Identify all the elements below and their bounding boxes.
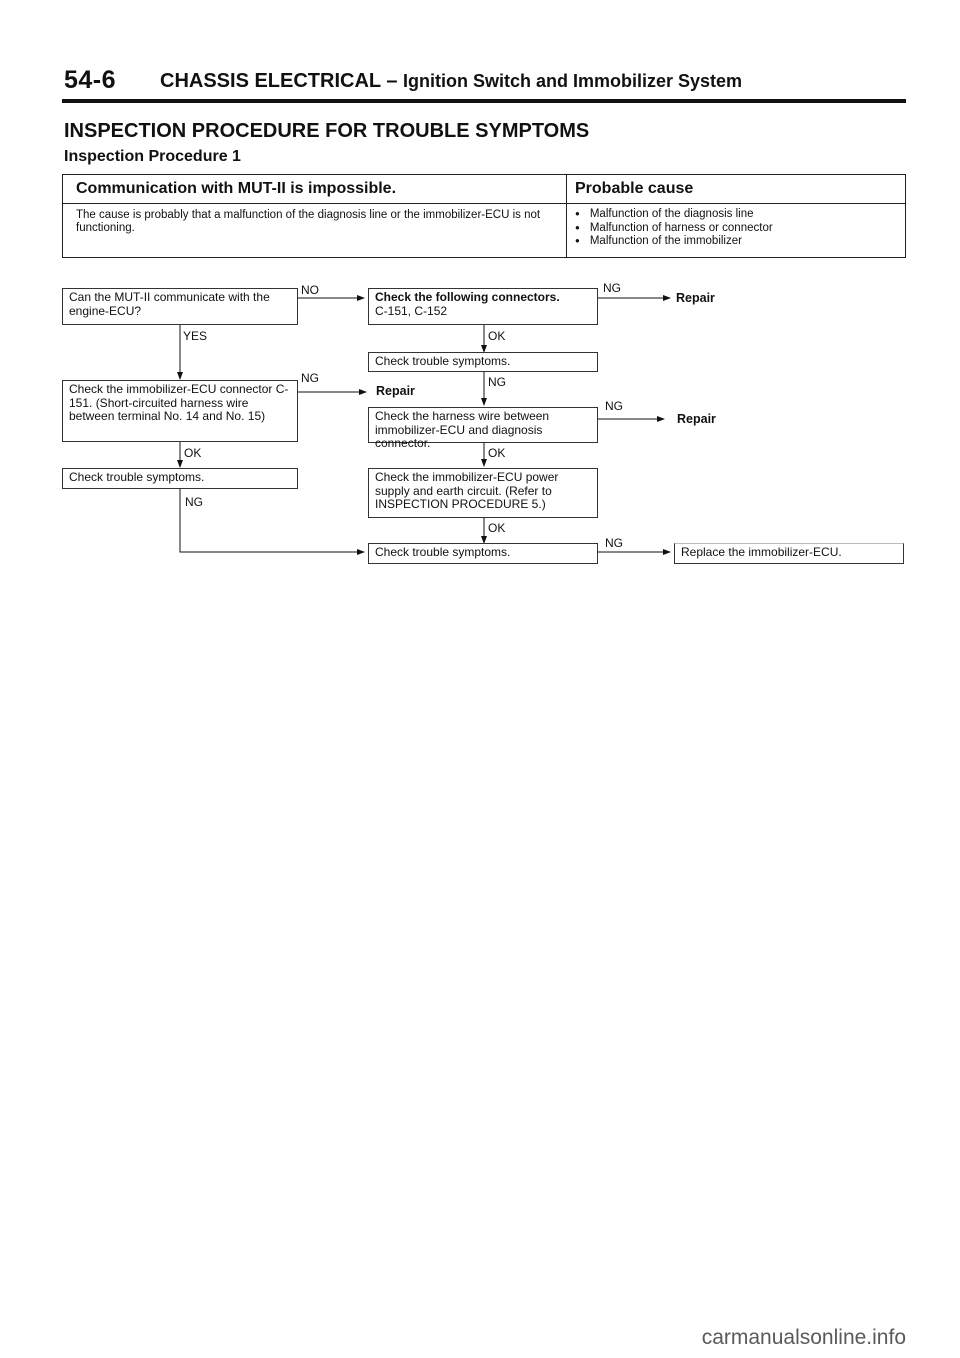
immobilizer-connector-box: Check the immobilizer-ECU connector C-151. (Short-circuited harness wire between terminal No. 14 and No. 15) bbox=[62, 380, 298, 442]
symptom-description: The cause is probably that a malfunction of the diagnosis line or the immobilizer-ECU is not functioning. bbox=[76, 209, 541, 234]
harness-check-box: Check the harness wire between immobilizer-ECU and diagnosis connector. bbox=[368, 407, 598, 443]
label-ok-2: OK bbox=[184, 446, 202, 460]
label-ng-2: NG bbox=[301, 371, 319, 385]
label-no: NO bbox=[301, 283, 319, 297]
power-supply-check-box: Check the immobilizer-ECU power supply and earth circuit. (Refer to INSPECTION PROCEDURE 5.) bbox=[368, 468, 598, 518]
repair-label-1: Repair bbox=[676, 291, 715, 305]
watermark: carmanualsonline.info bbox=[701, 1326, 906, 1349]
cause-item: ● Malfunction of harness or connector bbox=[575, 222, 773, 236]
cause-item: ● Malfunction of the immobilizer bbox=[575, 235, 773, 249]
repair-label-3: Repair bbox=[677, 412, 716, 426]
repair-label-2: Repair bbox=[376, 384, 415, 398]
label-ok-4: OK bbox=[488, 521, 506, 535]
header-dash: – bbox=[386, 70, 398, 92]
check-symptoms-box-1: Check trouble symptoms. bbox=[368, 352, 598, 372]
connectors-title: Check the following connectors. bbox=[375, 290, 560, 304]
subsection-name: Ignition Switch and Immobilizer System bbox=[403, 71, 743, 91]
replace-ecu-box: Replace the immobilizer-ECU. bbox=[674, 543, 904, 564]
label-ng-3: NG bbox=[488, 375, 506, 389]
label-ng-6: NG bbox=[605, 536, 623, 550]
arrow-ng-left bbox=[180, 489, 364, 552]
label-yes: YES bbox=[183, 329, 208, 343]
procedure-title: Inspection Procedure 1 bbox=[64, 148, 241, 165]
label-ok-1: OK bbox=[488, 329, 506, 343]
probable-cause-heading: Probable cause bbox=[575, 180, 694, 197]
section-name: CHASSIS ELECTRICAL bbox=[160, 70, 381, 92]
label-ng-1: NG bbox=[603, 281, 621, 295]
page-number: 54-6 bbox=[64, 66, 117, 94]
connectors-list: C-151, C-152 bbox=[375, 303, 448, 318]
cause-item: ● Malfunction of the diagnosis line bbox=[575, 208, 773, 222]
check-symptoms-box-final: Check trouble symptoms. bbox=[368, 543, 598, 564]
label-ok-3: OK bbox=[488, 446, 506, 460]
connectors-box bbox=[368, 288, 598, 325]
mut-communication-box: Can the MUT-II communicate with the engine-ECU? bbox=[62, 288, 298, 325]
symptom-heading: Communication with MUT-II is impossible. bbox=[76, 180, 397, 197]
label-ng-5: NG bbox=[185, 495, 203, 509]
check-symptoms-box-left: Check trouble symptoms. bbox=[62, 468, 298, 489]
label-ng-4: NG bbox=[605, 399, 623, 413]
section-title: INSPECTION PROCEDURE FOR TROUBLE SYMPTOMS bbox=[64, 120, 590, 142]
